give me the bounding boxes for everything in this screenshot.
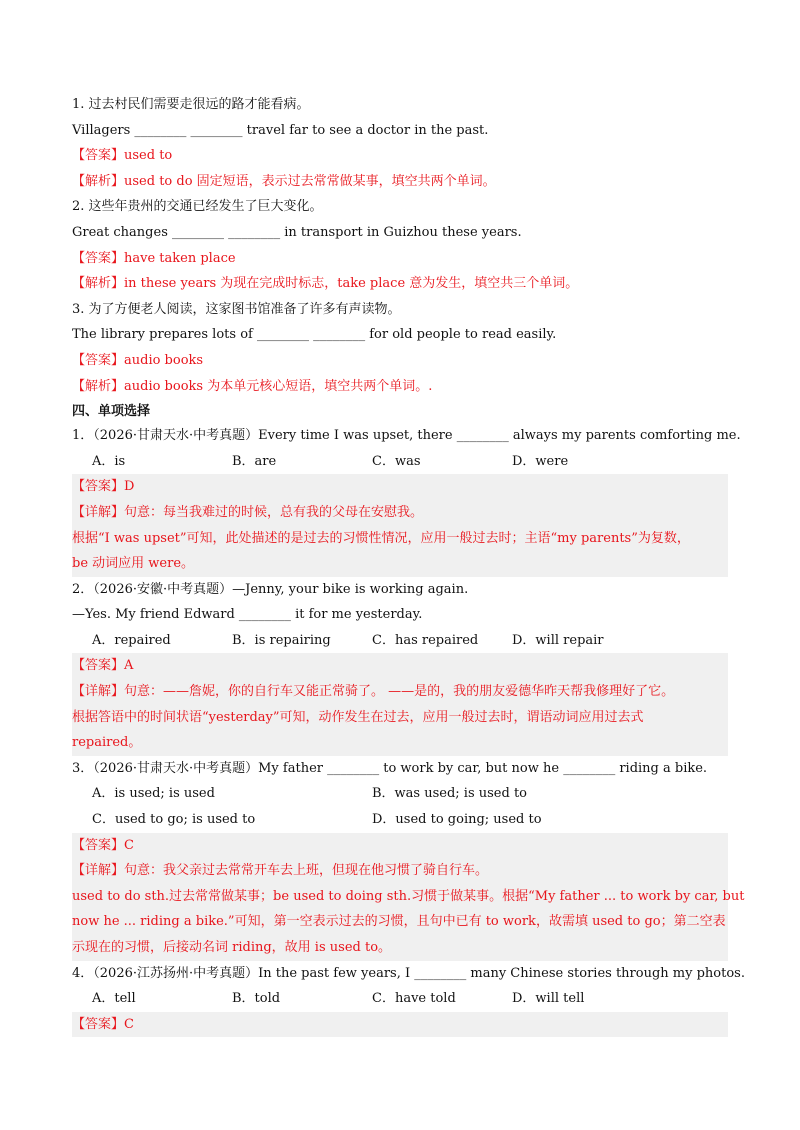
question-2-detail-line: repaired。 [72,735,142,751]
option-c: C．used to go; is used to [92,812,256,828]
question-3-detail-line: now he ... riding a bike.”可知，第一空表示过去的习惯，且句中已有 to work，故需填 used to go；第二空表 [72,914,726,930]
item-3-chinese: 3. 为了方便老人阅读，这家图书馆准备了许多有声读物。 [72,301,401,317]
document-page [72,92,745,1037]
option-d: D．will tell [512,991,585,1007]
option-c: C．was [372,453,421,469]
question-2-answer: 【答案】A [72,658,134,674]
question-2-stem: 2．（2026·安徽·中考真题）—Jenny, your bike is working again. [72,581,469,597]
question-2-stem-reply: —Yes. My friend Edward ________ it for me yesterday. [72,607,423,623]
question-1-options [72,449,728,475]
option-b: B．was used; is used to [372,786,528,802]
option-a: A．is [92,453,126,469]
question-1-explanation [72,474,728,576]
question-4-answer: 【答案】C [72,1016,134,1032]
question-2-explanation [72,653,728,755]
question-4-options [72,986,728,1012]
question-3-options-row-1 [72,781,728,807]
question-1-detail-line: be 动词应用 were。 [72,556,195,572]
question-3-options-row-2 [72,807,728,833]
question-1-answer: 【答案】D [72,479,135,495]
question-2-detail-line: 根据答语中的时间状语“yesterday”可知，动作发生在过去，应用一般过去时，谓语动词应用过去式 [72,709,644,725]
option-a: A．tell [92,991,136,1007]
item-2-english: Great changes ________ ________ in transport in Guizhou these years. [72,224,522,240]
question-4-explanation [72,1012,728,1038]
item-2-analysis: 【解析】in these years 为现在完成时标志，take place 意为发生，填空共三个单词。 [72,276,579,292]
item-1-analysis: 【解析】used to do 固定短语，表示过去常常做某事，填空共两个单词。 [72,173,496,189]
question-2-detail-line: 【详解】句意：——詹妮，你的自行车又能正常骑了。 ——是的，我的朋友爱德华昨天帮我修理好了它。 [72,684,675,700]
item-1-english: Villagers ________ ________ travel far to see a doctor in the past. [72,122,489,138]
item-3-analysis: 【解析】audio books 为本单元核心短语，填空共两个单词。. [72,378,433,394]
option-c: C．has repaired [372,632,479,648]
question-3-explanation [72,833,745,961]
item-2-chinese: 2. 这些年贵州的交通已经发生了巨大变化。 [72,199,323,215]
option-d: D．were [512,453,569,469]
item-3-answer: 【答案】audio books [72,352,204,368]
option-a: A．repaired [92,632,171,648]
option-a: A．is used; is used [92,786,215,802]
question-1-stem: 1．（2026·甘肃天水·中考真题）Every time I was upset, there ________ always my parents comforting me. [72,428,741,444]
section-heading: 四、单项选择 [72,404,151,420]
item-1-chinese: 1. 过去村民们需要走很远的路才能看病。 [72,97,310,112]
question-3-detail-line: 【详解】句意：我父亲过去常常开车去上班，但现在他习惯了骑自行车。 [72,863,489,879]
question-3-stem: 3．（2026·甘肃天水·中考真题）My father ________ to work by car, but now he ________ riding a bike. [72,760,708,776]
question-1-detail-line: 【详解】句意：每当我难过的时候，总有我的父母在安慰我。 [72,504,424,520]
option-d: D．will repair [512,632,604,648]
item-3-english: The library prepares lots of ________ ________ for old people to read easily. [72,327,557,343]
option-b: B．is repairing [232,632,331,648]
question-2-options [72,628,728,654]
question-3-detail-line: used to do sth.过去常常做某事；be used to doing sth.习惯于做某事。根据“My father ... to work by car, but [72,888,745,904]
question-3-answer: 【答案】C [72,837,134,853]
option-b: B．told [232,991,281,1007]
question-3-detail-line: 示现在的习惯，后接动名词 riding，故用 is used to。 [72,940,392,955]
option-c: C．have told [372,991,456,1007]
option-b: B．are [232,453,277,469]
item-2-answer: 【答案】have taken place [72,250,236,266]
question-1-detail-line: 根据“I was upset”可知，此处描述的是过去的习惯性情况，应用一般过去时；主语“my parents”为复数， [72,530,690,546]
option-d: D．used to going; used to [372,812,542,828]
question-4-stem: 4．（2026·江苏扬州·中考真题）In the past few years, I ________ many Chinese stories through my photos. [72,965,745,981]
item-1-answer: 【答案】used to [72,148,173,164]
